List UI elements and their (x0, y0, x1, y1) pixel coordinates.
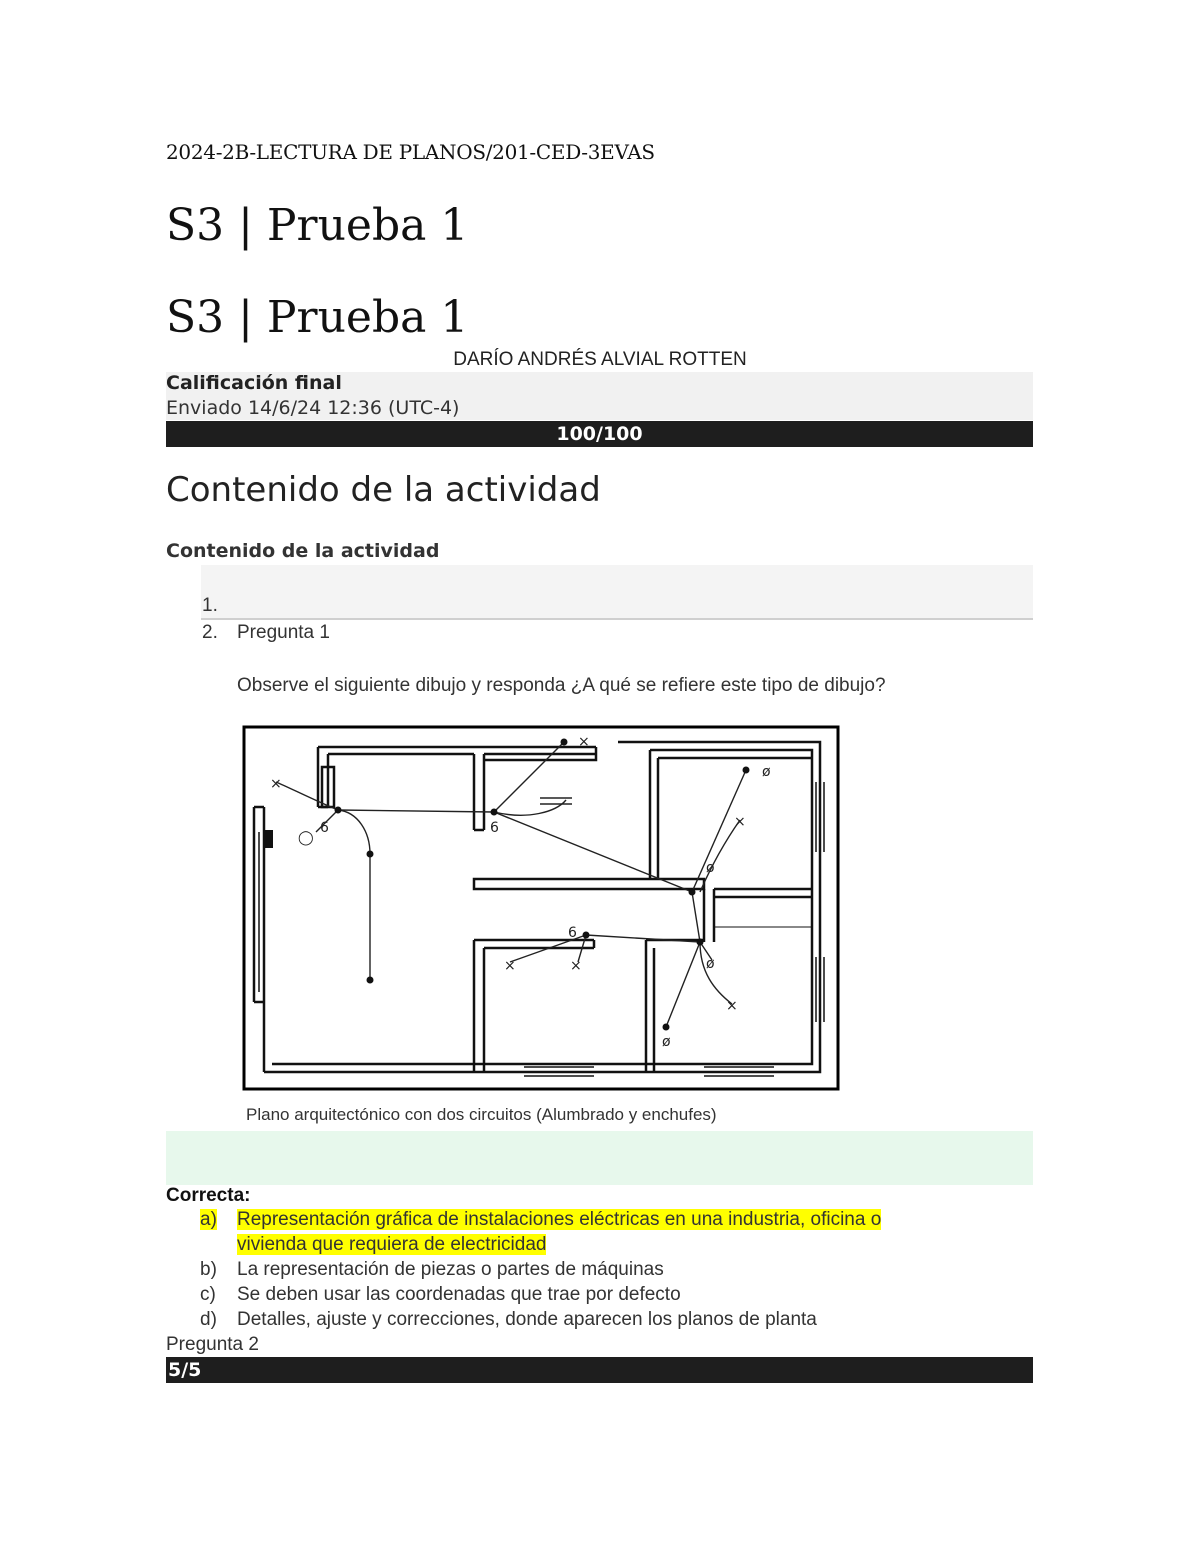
svg-text:ø: ø (762, 764, 771, 780)
option-letter: d) (200, 1309, 217, 1330)
content-heading: Contenido de la actividad (166, 470, 601, 510)
grade-label: Calificación final (166, 372, 342, 394)
svg-text:×: × (726, 998, 738, 1014)
svg-text:×: × (570, 958, 582, 974)
submission-date: Enviado 14/6/24 12:36 (UTC-4) (166, 397, 460, 419)
option-letter: b) (200, 1259, 217, 1280)
figure-numeral-2: 6 (490, 820, 499, 836)
question-number-2: 2. (202, 622, 218, 643)
student-name: DARÍO ANDRÉS ALVIAL ROTTEN (453, 349, 747, 370)
figure-numeral-1: 6 (320, 820, 329, 836)
question-number-1: 1. (202, 595, 218, 616)
content-subheading: Contenido de la actividad (166, 540, 440, 562)
answer-option-d[interactable] (200, 1309, 817, 1331)
option-letter: c) (200, 1284, 216, 1305)
next-question-title: Pregunta 2 (166, 1334, 259, 1355)
option-text: Se deben usar las coordenadas que trae por defecto (237, 1284, 681, 1305)
option-text: La representación de piezas o partes de máquinas (237, 1259, 664, 1280)
option-letter: a) (200, 1209, 217, 1230)
grade-score: 100/100 (556, 423, 643, 445)
svg-text:×: × (270, 776, 282, 792)
figure-numeral-3: 6 (568, 925, 577, 941)
page-title-repeat: S3 | Prueba 1 (166, 292, 469, 343)
svg-text:×: × (504, 958, 516, 974)
next-question-score-bar (166, 1357, 1033, 1383)
answer-option-b[interactable] (200, 1259, 664, 1281)
question-prompt: Observe el siguiente dibujo y responda ¿A qué se refiere este tipo de dibujo? (237, 675, 886, 696)
page-title: S3 | Prueba 1 (166, 200, 469, 251)
answer-option-c[interactable] (200, 1284, 681, 1306)
option-text: Detalles, ajuste y correcciones, donde aparecen los planos de planta (237, 1309, 817, 1330)
floor-plan-figure (238, 722, 844, 1094)
svg-text:◯: ◯ (298, 830, 314, 846)
question-title: Pregunta 1 (237, 622, 330, 643)
grade-score-bar (166, 421, 1033, 447)
option-text: vivienda que requiera de electricidad (237, 1234, 547, 1255)
figure-caption: Plano arquitectónico con dos circuitos (Alumbrado y enchufes) (246, 1105, 717, 1124)
svg-text:ø: ø (706, 956, 715, 972)
svg-text:×: × (734, 814, 746, 830)
answer-status: Correcta: (166, 1185, 251, 1206)
svg-text:ø: ø (706, 860, 715, 876)
course-code: 2024-2B-LECTURA DE PLANOS/201-CED-3EVAS (166, 140, 655, 164)
svg-text:×: × (578, 734, 590, 750)
svg-text:ø: ø (662, 1034, 671, 1050)
answer-feedback-panel (166, 1131, 1033, 1185)
next-question-score: 5/5 (168, 1359, 202, 1381)
option-text: Representación gráfica de instalaciones eléctricas en una industria, oficina o (237, 1209, 882, 1230)
answer-option-a[interactable] (200, 1209, 882, 1231)
question-1-placeholder (201, 565, 1033, 620)
